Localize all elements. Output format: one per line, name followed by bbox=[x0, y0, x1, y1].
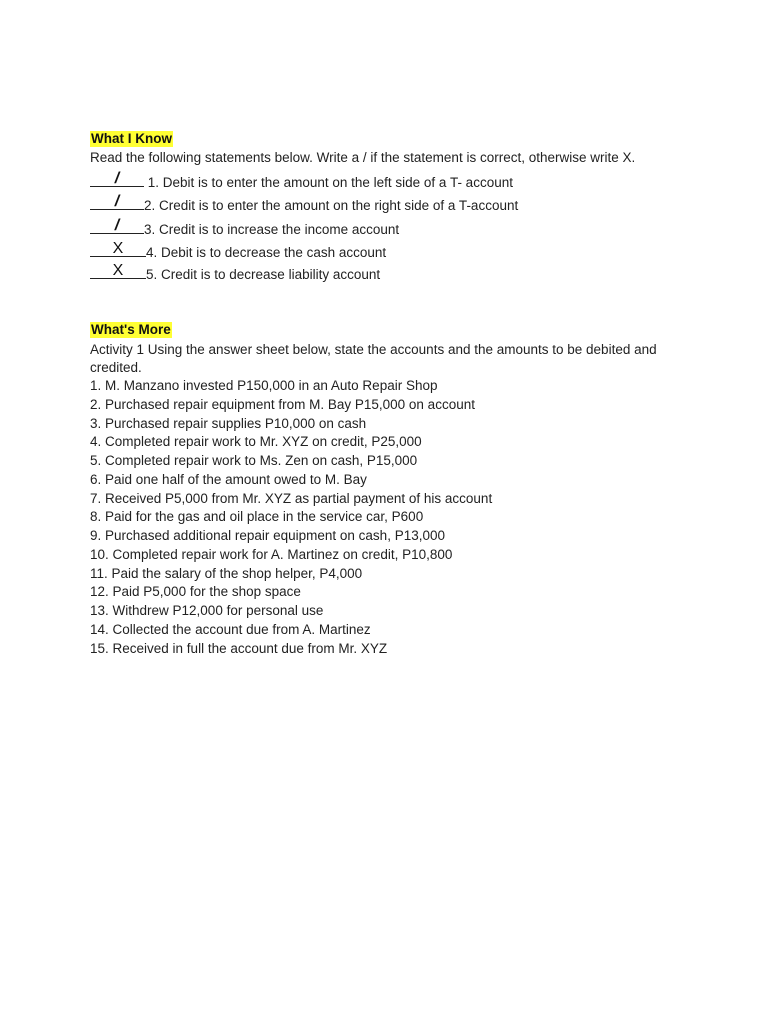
transaction-item: 6. Paid one half of the amount owed to M. Bay bbox=[90, 472, 367, 487]
transaction-item: 3. Purchased repair supplies P10,000 on cash bbox=[90, 416, 367, 431]
answer-mark: / bbox=[114, 170, 120, 187]
section2-instruction: Activity 1 Using the answer sheet below, state the accounts and the amounts to be debited and credited. bbox=[90, 342, 657, 375]
statement-item bbox=[90, 242, 386, 261]
transaction-item: 14. Collected the account due from A. Martinez bbox=[90, 622, 371, 637]
section-heading-what-i-know: What I Know bbox=[91, 131, 172, 146]
transaction-item: 1. M. Manzano invested P150,000 in an Auto Repair Shop bbox=[90, 378, 438, 393]
transaction-item: 9. Purchased additional repair equipment on cash, P13,000 bbox=[90, 528, 445, 543]
statement-item bbox=[90, 219, 399, 238]
statement-item bbox=[90, 172, 513, 191]
transaction-item: 11. Paid the salary of the shop helper, P4,000 bbox=[90, 566, 363, 581]
transaction-item: 15. Received in full the account due from Mr. XYZ bbox=[90, 641, 388, 656]
answer-mark: X bbox=[112, 240, 124, 257]
statement-text: 2. Credit is to enter the amount on the right side of a T-account bbox=[144, 198, 519, 213]
statement-text: 5. Credit is to decrease liability account bbox=[146, 267, 381, 282]
answer-mark: X bbox=[112, 262, 124, 279]
answer-blank bbox=[90, 219, 144, 234]
statement-item bbox=[90, 195, 518, 214]
section-heading-whats-more: What's More bbox=[91, 322, 171, 337]
answer-mark: / bbox=[114, 217, 120, 234]
answer-blank bbox=[90, 195, 144, 210]
transaction-item: 8. Paid for the gas and oil place in the service car, P600 bbox=[90, 509, 424, 524]
transaction-item: 13. Withdrew P12,000 for personal use bbox=[90, 603, 324, 618]
section1-instruction: Read the following statements below. Write a / if the statement is correct, otherwise write X. bbox=[90, 150, 636, 165]
answer-blank bbox=[90, 172, 144, 187]
answer-blank bbox=[90, 242, 146, 257]
answer-mark: / bbox=[114, 193, 120, 210]
statement-text: 3. Credit is to increase the income account bbox=[144, 222, 400, 237]
transaction-item: 12. Paid P5,000 for the shop space bbox=[90, 584, 301, 599]
transaction-item: 5. Completed repair work to Ms. Zen on cash, P15,000 bbox=[90, 453, 418, 468]
transaction-item: 2. Purchased repair equipment from M. Bay P15,000 on account bbox=[90, 397, 475, 412]
transaction-item: 4. Completed repair work to Mr. XYZ on credit, P25,000 bbox=[90, 434, 422, 449]
statement-text: 4. Debit is to decrease the cash account bbox=[146, 245, 387, 260]
transaction-item: 7. Received P5,000 from Mr. XYZ as partial payment of his account bbox=[90, 491, 493, 506]
answer-blank bbox=[90, 264, 146, 279]
transaction-item: 10. Completed repair work for A. Martinez on credit, P10,800 bbox=[90, 547, 453, 562]
statement-text: 1. Debit is to enter the amount on the left side of a T- account bbox=[144, 175, 513, 190]
statement-item bbox=[90, 264, 380, 283]
